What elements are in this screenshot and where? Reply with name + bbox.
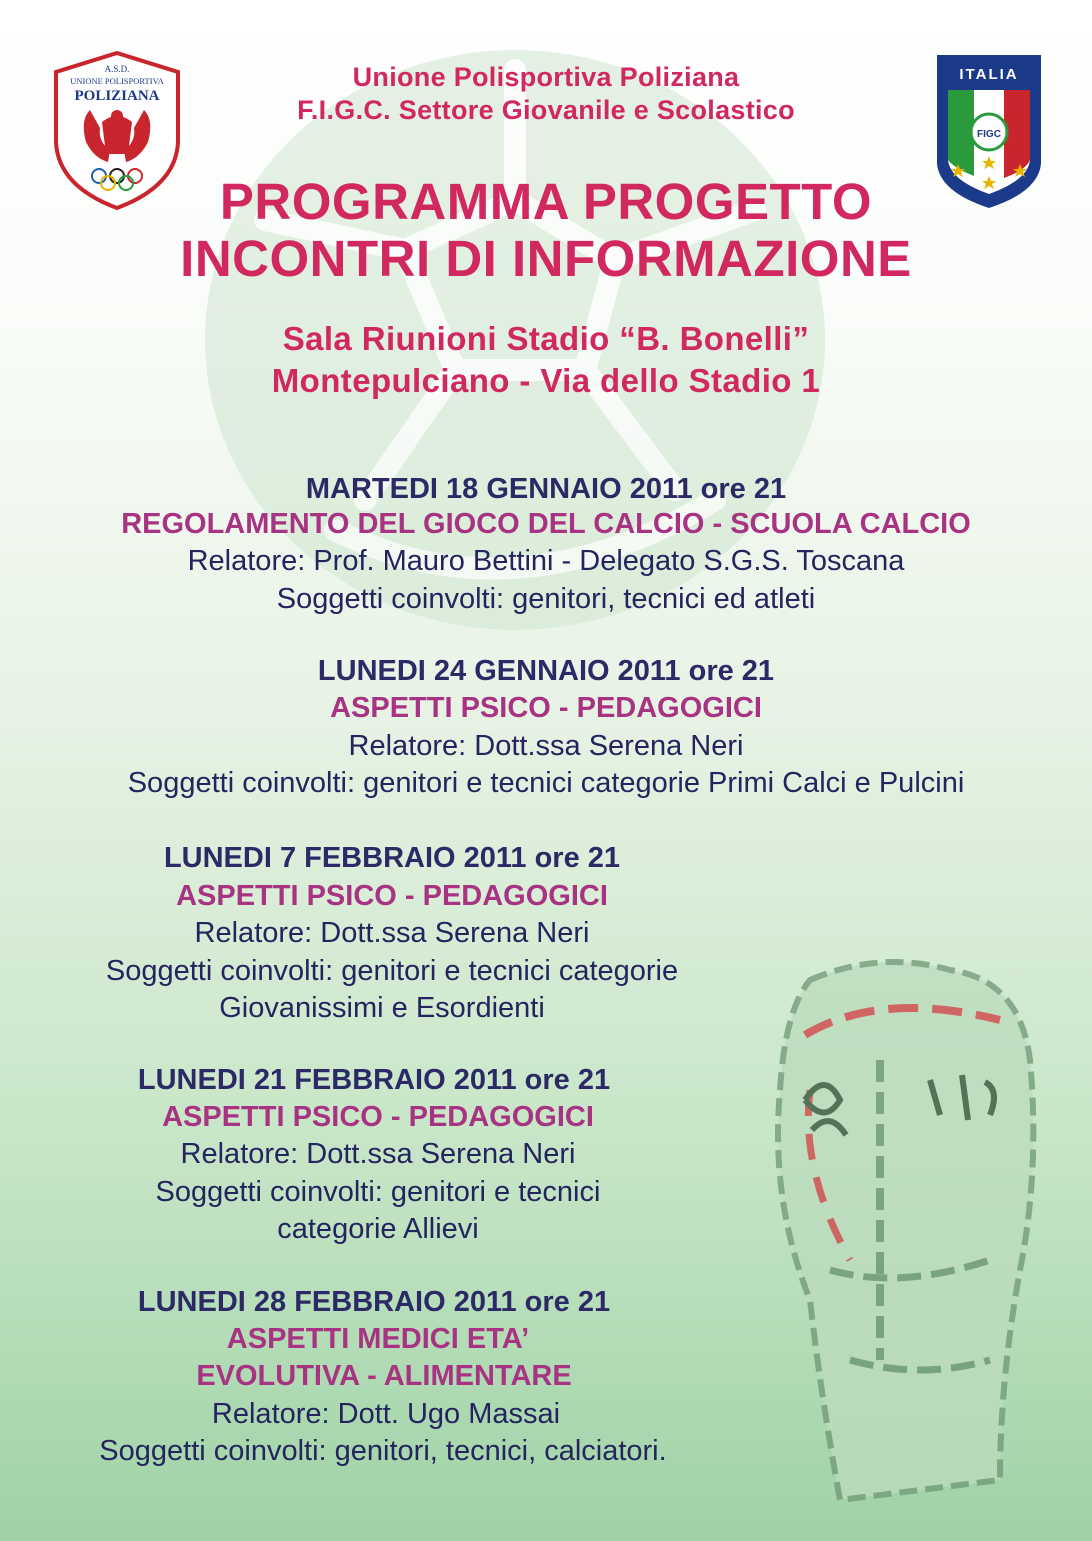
- event-1-speaker: Relatore: Prof. Mauro Bettini - Delegato S.G.S. Toscana: [187, 545, 905, 577]
- event-5-topic-1: ASPETTI MEDICI ETA’: [226, 1323, 530, 1355]
- event-2-date: LUNEDI 24 GENNAIO 2011 ore 21: [317, 655, 775, 687]
- event-1-date: MARTEDI 18 GENNAIO 2011 ore 21: [305, 473, 787, 505]
- org-line-2: F.I.G.C. Settore Giovanile e Scolastico: [297, 95, 795, 125]
- event-4-audience-2: categorie Allievi: [277, 1213, 479, 1245]
- event-3-audience-2: Giovanissimi e Esordienti: [219, 992, 545, 1024]
- org-line-1: Unione Polisportiva Poliziana: [352, 62, 740, 92]
- logo-right-badge: FIGC: [977, 129, 1001, 140]
- venue-line-1: Sala Riunioni Stadio “B. Bonelli”: [282, 320, 810, 357]
- event-2-topic: ASPETTI PSICO - PEDAGOGICI: [330, 692, 762, 724]
- page-title-line-2: INCONTRI DI INFORMAZIONE: [180, 230, 912, 287]
- event-1-audience: Soggetti coinvolti: genitori, tecnici ed atleti: [276, 583, 816, 615]
- event-4-speaker: Relatore: Dott.ssa Serena Neri: [180, 1138, 576, 1170]
- event-4-audience-1: Soggetti coinvolti: genitori e tecnici: [155, 1176, 601, 1208]
- event-1-topic: REGOLAMENTO DEL GIOCO DEL CALCIO - SCUOLA CALCIO: [121, 508, 971, 540]
- event-2-speaker: Relatore: Dott.ssa Serena Neri: [348, 730, 744, 762]
- logo-left-name: POLIZIANA: [74, 88, 160, 104]
- event-5-speaker: Relatore: Dott. Ugo Massai: [211, 1398, 561, 1430]
- event-5-date: LUNEDI 28 FEBBRAIO 2011 ore 21: [137, 1286, 611, 1318]
- venue-line-2: Montepulciano - Via dello Stadio 1: [271, 362, 821, 399]
- page-title-line-1: PROGRAMMA PROGETTO: [219, 173, 873, 230]
- event-4-topic: ASPETTI PSICO - PEDAGOGICI: [162, 1101, 594, 1133]
- event-5-topic-2: EVOLUTIVA - ALIMENTARE: [196, 1360, 572, 1392]
- event-2-audience: Soggetti coinvolti: genitori e tecnici categorie Primi Calci e Pulcini: [127, 767, 965, 799]
- event-4-date: LUNEDI 21 FEBBRAIO 2011 ore 21: [137, 1064, 611, 1096]
- logo-left-arc: UNIONE POLISPORTIVA: [70, 76, 164, 86]
- event-3-topic: ASPETTI PSICO - PEDAGOGICI: [176, 880, 608, 912]
- event-5-audience: Soggetti coinvolti: genitori, tecnici, calciatori.: [99, 1435, 667, 1467]
- event-3-speaker: Relatore: Dott.ssa Serena Neri: [194, 917, 590, 949]
- logo-right-top: ITALIA: [959, 66, 1019, 83]
- event-3-audience-1: Soggetti coinvolti: genitori e tecnici categorie: [105, 955, 679, 987]
- logo-left-small: A.S.D.: [104, 64, 130, 74]
- event-3-date: LUNEDI 7 FEBBRAIO 2011 ore 21: [163, 842, 621, 874]
